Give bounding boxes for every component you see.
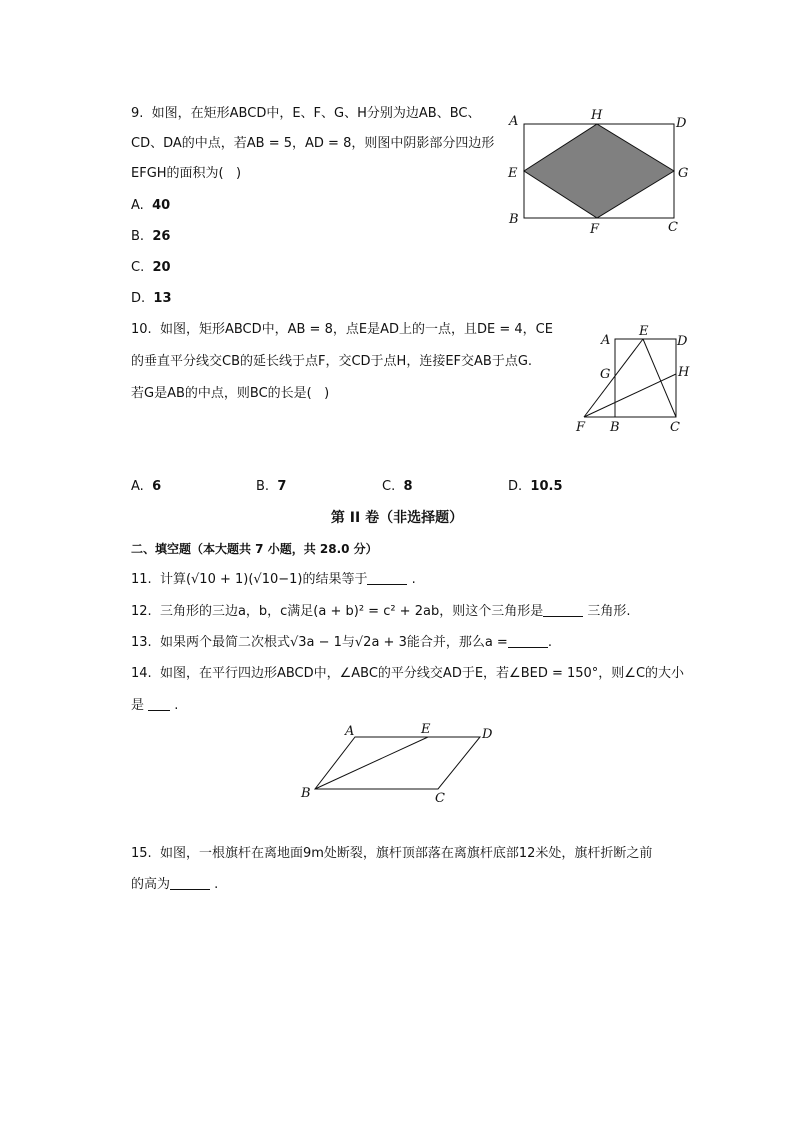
q15-text-line-2: 的高为 — [131, 877, 171, 892]
q10-option-a-letter: A. — [131, 479, 144, 494]
q14-figure-parallelogram — [295, 718, 505, 808]
q9-option-b-value: 26 — [152, 229, 171, 244]
q10-label-c: C — [670, 420, 680, 435]
q15-text-line-1: 15. 如图，一根旗杆在离地面9m处断裂，旗杆顶部落在离旗杆底部12米处，旗杆折断之前 — [131, 846, 653, 861]
q10-line-ec — [643, 339, 676, 417]
q9-figure-rectangle — [500, 100, 700, 240]
q10-text-line-3: 若G是AB的中点，则BC的长是( ) — [131, 386, 330, 401]
q15-answer-blank[interactable] — [170, 875, 210, 890]
q10-line-fh — [584, 374, 676, 417]
q13-text: 13. 如果两个最简二次根式√3a − 1与√2a + 3能合并，那么a = — [131, 635, 508, 650]
q13-suffix: . — [547, 635, 552, 650]
q10-option-b-value: 7 — [277, 479, 287, 494]
q14-label-a: A — [345, 724, 355, 739]
q11-answer-blank[interactable] — [367, 570, 407, 585]
q9-label-c: C — [668, 220, 678, 235]
q13-answer-blank[interactable] — [508, 633, 548, 648]
q13-line — [131, 633, 552, 653]
q9-option-a-letter: A. — [131, 198, 144, 213]
q10-option-d-letter: D. — [508, 479, 523, 494]
q14-parallelogram-abcd — [315, 737, 480, 789]
q11-line — [131, 570, 416, 590]
q9-label-a: A — [509, 114, 519, 129]
q9-option-b — [131, 227, 170, 247]
q11-suffix: . — [407, 572, 416, 587]
q14-bisector-be — [315, 737, 428, 789]
q14-label-d: D — [482, 727, 493, 742]
q10-option-a-value: 6 — [152, 479, 162, 494]
q9-option-c — [131, 258, 171, 278]
q12-text: 12. 三角形的三边a，b，c满足(a + b)² = c² + 2ab，则这个三角形是 — [131, 604, 544, 619]
q10-label-h: H — [678, 365, 690, 380]
q12-line — [131, 602, 630, 622]
q9-option-a-value: 40 — [152, 198, 171, 213]
q14-suffix: . — [170, 698, 179, 713]
q10-label-a: A — [601, 333, 611, 348]
q15-suffix: . — [210, 877, 219, 892]
q10-option-d-value: 10.5 — [530, 479, 563, 494]
section-title: 第 II 卷（非选择题） — [330, 510, 464, 526]
q14-text-line-1: 14. 如图，在平行四边形ABCD中，∠ABC的平分线交AD于E，若∠BED = 150°，则∠C的大小 — [131, 666, 685, 681]
q12-answer-blank[interactable] — [543, 602, 583, 617]
q14-label-e: E — [421, 722, 431, 737]
q10-text-line-2: 的垂直平分线交CB的延长线于点F，交CD于点H，连接EF交AB于点G. — [131, 354, 533, 369]
q9-label-e: E — [508, 166, 518, 181]
q10-label-g: G — [600, 367, 611, 382]
q12-suffix: 三角形. — [583, 604, 631, 619]
q9-label-f: F — [590, 222, 600, 237]
q9-label-d: D — [676, 116, 687, 131]
q10-label-d: D — [677, 334, 688, 349]
q14-label-c: C — [435, 791, 445, 806]
q11-text: 11. 计算(√10 + 1)(√10−1)的结果等于 — [131, 572, 368, 587]
q9-option-a — [131, 196, 170, 216]
q9-label-g: G — [678, 166, 689, 181]
q10-label-f: F — [576, 420, 586, 435]
q10-option-a — [131, 477, 161, 497]
q10-line-fe — [584, 339, 643, 417]
q9-option-c-letter: C. — [131, 260, 145, 275]
q10-option-c-letter: C. — [382, 479, 396, 494]
q14-text-line-2: 是 — [131, 698, 145, 713]
q9-option-d — [131, 289, 172, 309]
q9-shaded-quadrilateral-efgh — [524, 124, 674, 218]
q15-line-2 — [131, 875, 218, 895]
q10-label-e: E — [639, 324, 649, 339]
q9-option-c-value: 20 — [152, 260, 171, 275]
q10-option-c-value: 8 — [403, 479, 413, 494]
q9-text-line-1: 9. 如图，在矩形ABCD中，E、F、G、H分别为边AB、BC、 — [131, 106, 481, 121]
q9-label-h: H — [591, 108, 603, 123]
q14-label-b: B — [301, 786, 311, 801]
q9-text-line-3: EFGH的面积为( ) — [131, 166, 242, 181]
q14-answer-blank[interactable] — [148, 696, 170, 711]
q10-option-b — [256, 477, 286, 497]
q10-text-line-1: 10. 如图，矩形ABCD中，AB = 8，点E是AD上的一点，且DE = 4，CE — [131, 322, 553, 337]
q10-option-b-letter: B. — [256, 479, 270, 494]
q9-label-b: B — [509, 212, 519, 227]
q10-label-b: B — [610, 420, 620, 435]
q9-option-d-value: 13 — [153, 291, 172, 306]
q10-figure-rectangle — [570, 320, 700, 440]
q9-option-b-letter: B. — [131, 229, 145, 244]
q9-text-line-2: CD、DA的中点，若AB = 5，AD = 8，则图中阴影部分四边形 — [131, 136, 495, 151]
section-subtitle: 二、填空题（本大题共 7 小题，共 28.0 分） — [131, 542, 378, 556]
q14-line-2 — [131, 696, 178, 716]
q10-option-c — [382, 477, 413, 497]
q10-option-d — [508, 477, 563, 497]
q9-option-d-letter: D. — [131, 291, 146, 306]
